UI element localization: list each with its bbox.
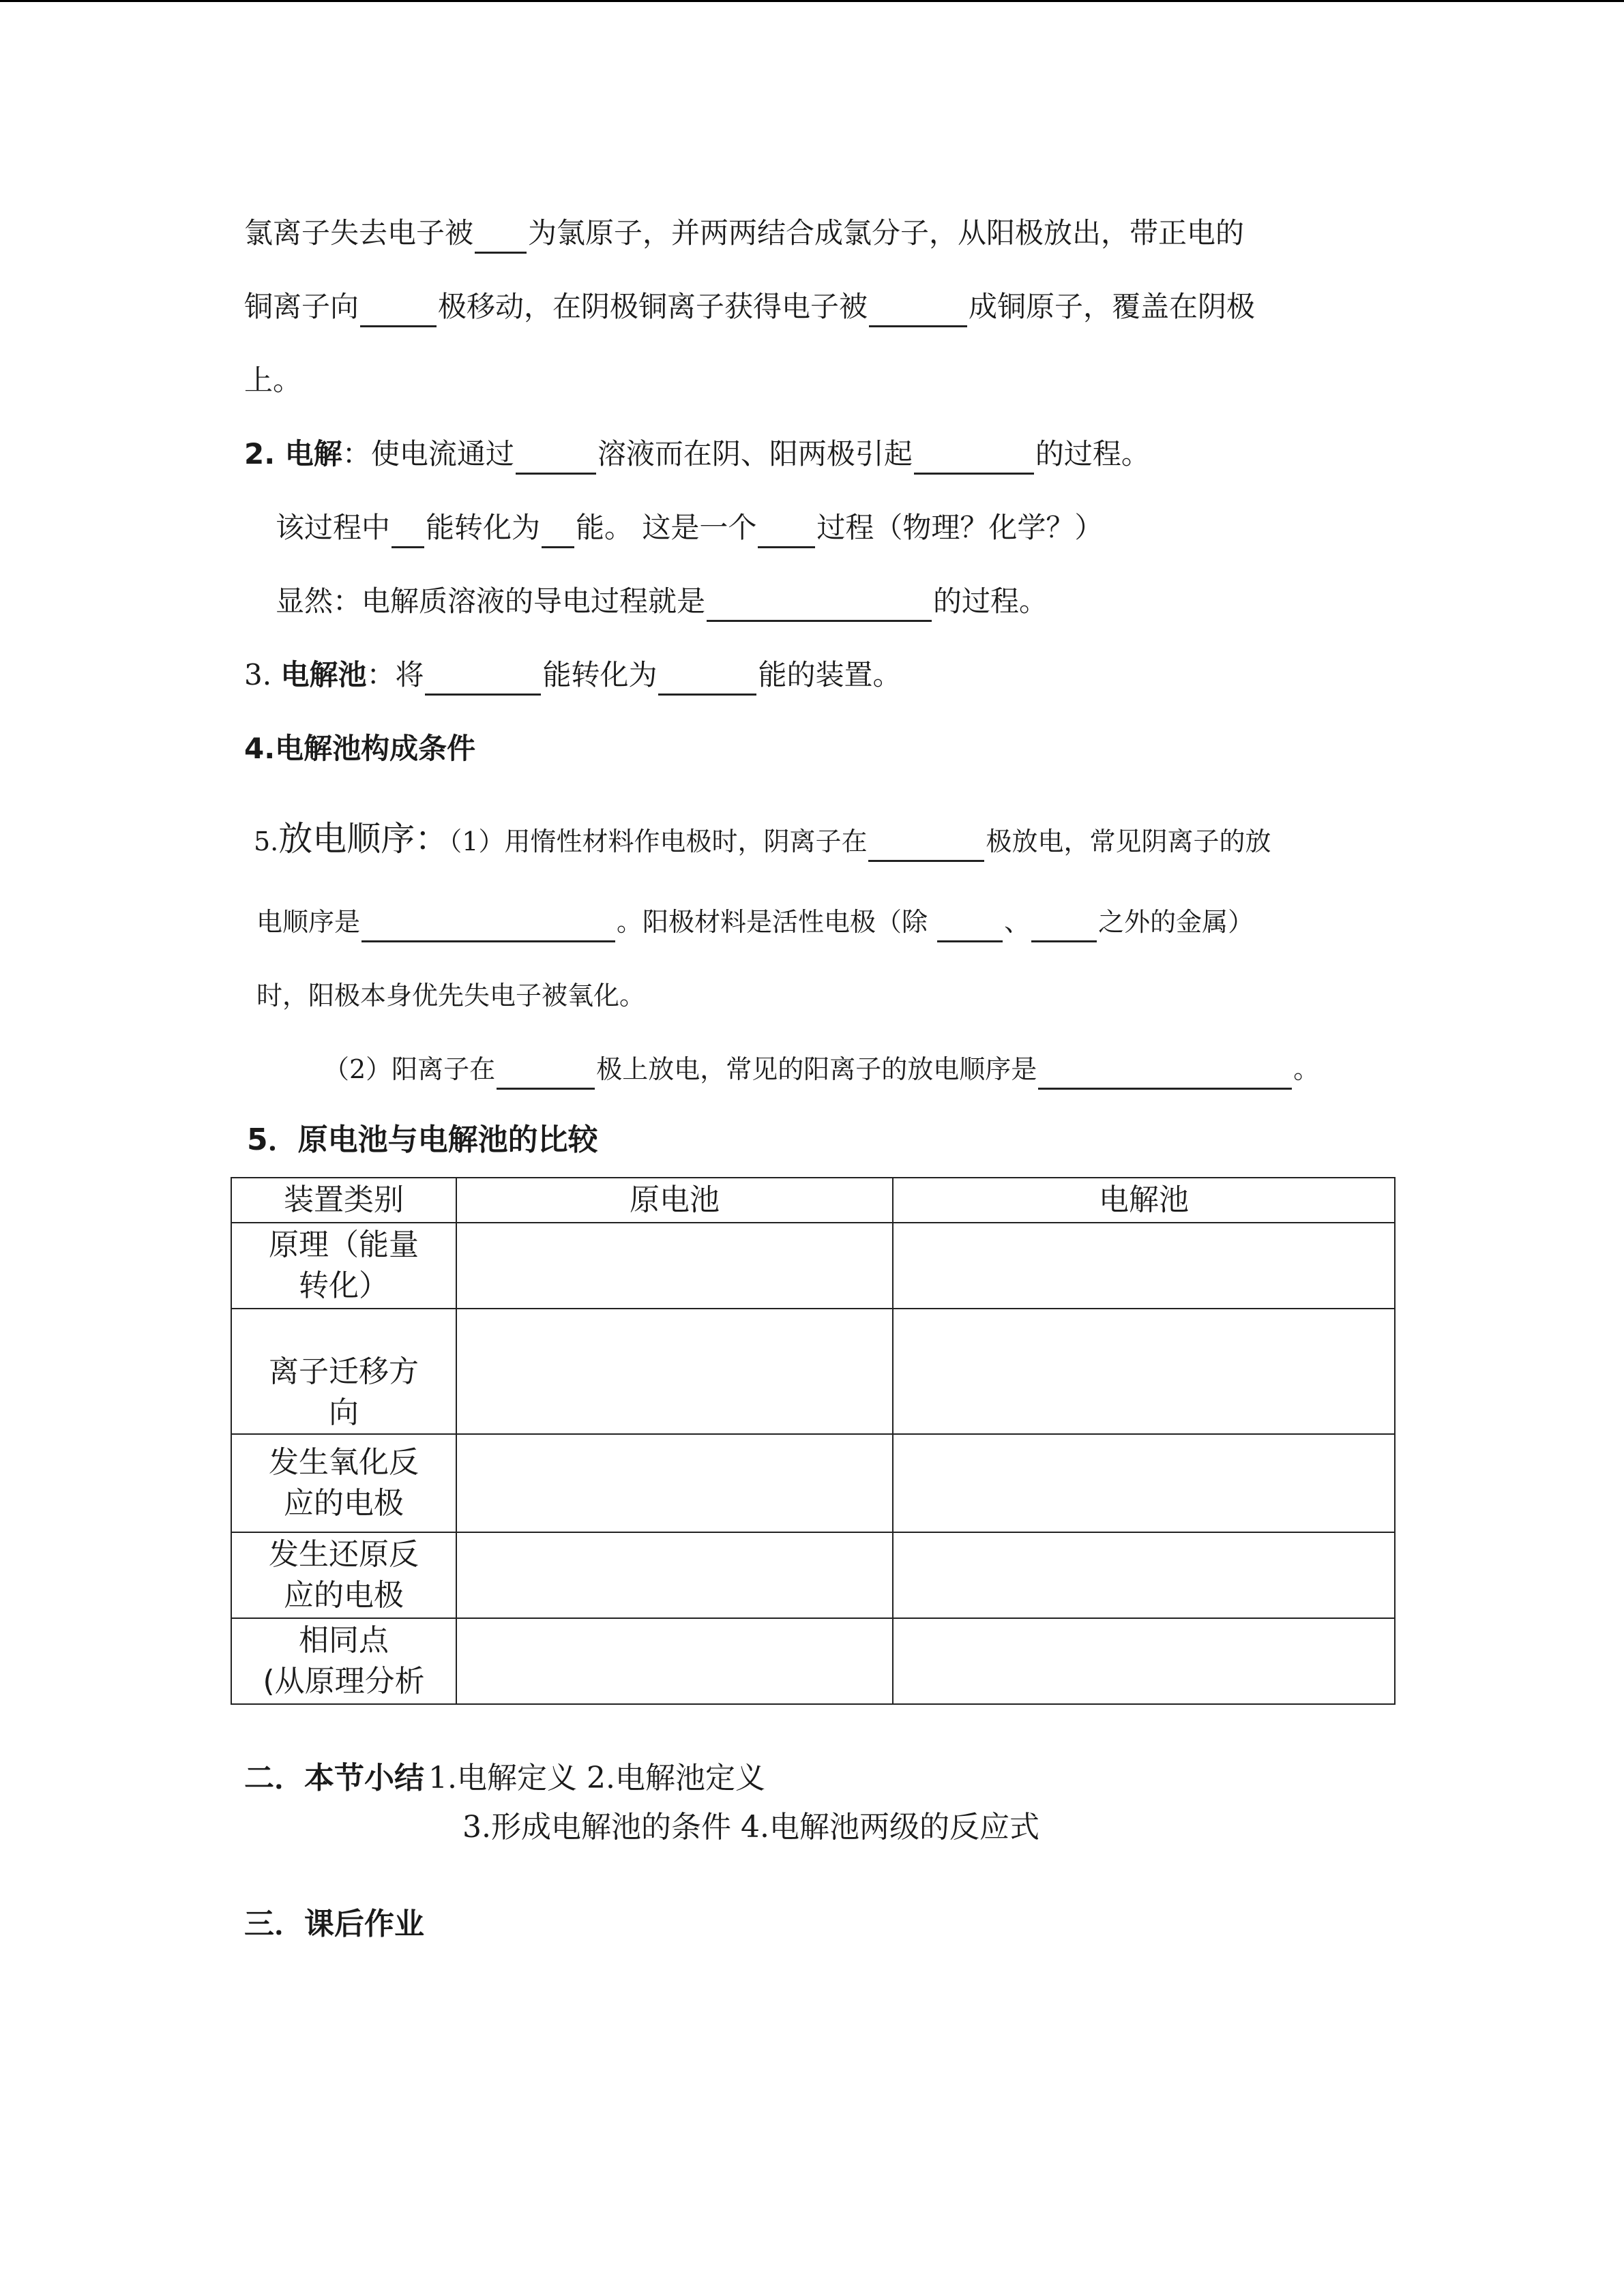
row-label-cell: 离子迁移方 向 (231, 1309, 456, 1434)
answer-cell[interactable] (893, 1223, 1395, 1309)
comparison-heading: 5．原电池与电解池的比较 (247, 1122, 598, 1157)
row-label-cell: 相同点 (从原理分析 (231, 1618, 456, 1704)
blank (516, 443, 596, 475)
blank (658, 664, 756, 696)
page-top-border (0, 0, 1624, 2)
item-4-heading: 4.电解池构成条件 (244, 732, 476, 765)
item-5-line-1: 5.放电顺序：（1）用惰性材料作电极时，阴离子在 极放电，常见阴离子的放 (254, 818, 1271, 862)
blank (707, 590, 932, 622)
blank (542, 516, 574, 548)
answer-cell[interactable] (893, 1532, 1395, 1618)
answer-cell[interactable] (456, 1309, 893, 1434)
item-2-line-1: 2. 电解：使电流通过 溶液而在阴、阳两极引起 的过程。 (244, 434, 1150, 475)
answer-cell[interactable] (456, 1223, 893, 1309)
blank (425, 664, 541, 696)
item-5-line-4: （2）阳离子在 极上放电，常见的阳离子的放电顺序是 。 (323, 1049, 1319, 1090)
blank (758, 516, 815, 548)
table-header-cell: 原电池 (456, 1178, 893, 1223)
table-row (231, 1618, 1395, 1704)
blank (1038, 1058, 1292, 1090)
answer-cell[interactable] (893, 1618, 1395, 1704)
answer-cell[interactable] (893, 1434, 1395, 1532)
paragraph-line-3: 上。 (244, 363, 302, 397)
table-row (231, 1223, 1395, 1309)
answer-cell[interactable] (893, 1309, 1395, 1434)
blank (869, 295, 967, 327)
blank (868, 830, 984, 862)
table-header-cell: 装置类别 (231, 1178, 456, 1223)
blank (937, 910, 1003, 942)
answer-cell[interactable] (456, 1618, 893, 1704)
table-row (231, 1434, 1395, 1532)
item-5-line-2: 电顺序是 。阳极材料是活性电极（除 、 之外的金属） (256, 901, 1254, 942)
blank (1031, 910, 1097, 942)
comparison-table (231, 1177, 1396, 1705)
row-label-cell: 发生还原反 应的电极 (231, 1532, 456, 1618)
paragraph-line-2: 铜离子向 极移动，在阴极铜离子获得电子被 成铜原子，覆盖在阴极 (244, 286, 1255, 327)
blank (392, 516, 424, 548)
summary-line-2: 3.形成电解池的条件 4.电解池两级的反应式 (462, 1810, 1039, 1845)
item-5-line-3: 时，阳极本身优先失电子被氧化。 (256, 981, 646, 1011)
blank (360, 295, 437, 327)
table-header-cell: 电解池 (893, 1178, 1395, 1223)
paragraph-line-1: 氯离子失去电子被 为氯原子，并两两结合成氯分子，从阳极放出，带正电的 (244, 213, 1244, 254)
item-3: 3. 电解池：将 能转化为 能的装置。 (244, 655, 902, 696)
table-header-row (231, 1178, 1395, 1223)
answer-cell[interactable] (456, 1532, 893, 1618)
item-2-line-2: 该过程中 能转化为 能。 这是一个 过程（物理？化学？） (276, 507, 1103, 548)
table-row (231, 1309, 1395, 1434)
blank (475, 222, 527, 254)
blank (914, 443, 1034, 475)
row-label-cell: 原理（能量 转化） (231, 1223, 456, 1309)
summary-line-1: 二．本节小结 1.电解定义 2.电解池定义 (244, 1761, 765, 1795)
blank (361, 910, 615, 942)
table-row (231, 1532, 1395, 1618)
blank (497, 1058, 595, 1090)
item-2-line-3: 显然：电解质溶液的导电过程就是 的过程。 (276, 581, 1048, 622)
answer-cell[interactable] (456, 1434, 893, 1532)
row-label-cell: 发生氧化反 应的电极 (231, 1434, 456, 1532)
homework-heading: 三．课后作业 (244, 1907, 424, 1941)
